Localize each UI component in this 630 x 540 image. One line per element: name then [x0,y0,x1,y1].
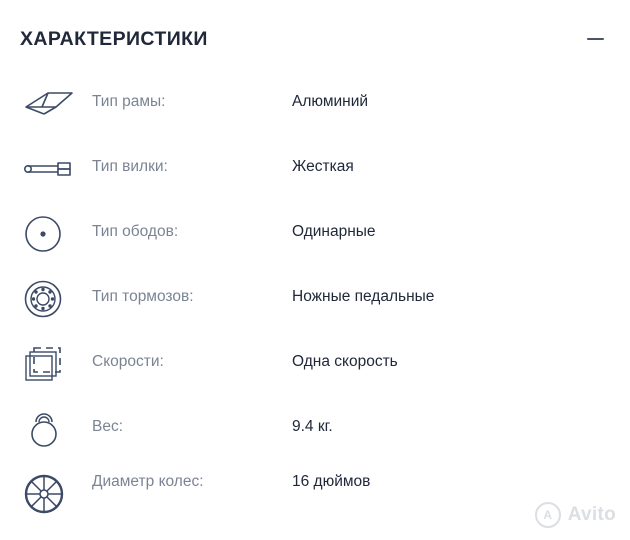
spec-label: Тип вилки: [92,158,168,175]
spec-value: 9.4 кг. [292,418,333,435]
spec-label: Тип рамы: [92,93,166,110]
page-title: ХАРАКТЕРИСТИКИ [20,27,208,50]
spec-label: Тип тормозов: [92,288,194,305]
fork-icon [18,143,92,195]
spec-label: Вес: [92,418,124,435]
spec-label: Тип ободов: [92,223,179,240]
spec-value: Одинарные [292,223,376,240]
speeds-icon [18,338,92,390]
table-row [18,468,612,533]
minus-bar [587,38,604,41]
table-row [18,208,612,273]
brake-icon [18,273,92,325]
minus-icon[interactable] [582,26,608,52]
weight-icon [18,403,92,455]
table-row [18,273,612,338]
spec-value: Жесткая [292,158,354,175]
spec-label: Скорости: [92,353,164,370]
table-row [18,143,612,208]
spec-value: 16 дюймов [292,473,371,490]
avito-logo-icon: A [535,502,561,528]
table-row [18,78,612,143]
avito-watermark [535,502,616,528]
spec-value: Одна скорость [292,353,398,370]
spec-value: Ножные педальные [292,288,435,305]
wheel-icon [18,468,92,520]
table-row [18,338,612,403]
frame-icon [18,78,92,130]
avito-wordmark: Avito [567,504,616,525]
rim-icon [18,208,92,260]
spec-label: Диаметр колес: [92,473,204,490]
panel-header [18,0,612,78]
table-row [18,403,612,468]
specification-list [18,78,612,533]
spec-value: Алюминий [292,93,369,110]
